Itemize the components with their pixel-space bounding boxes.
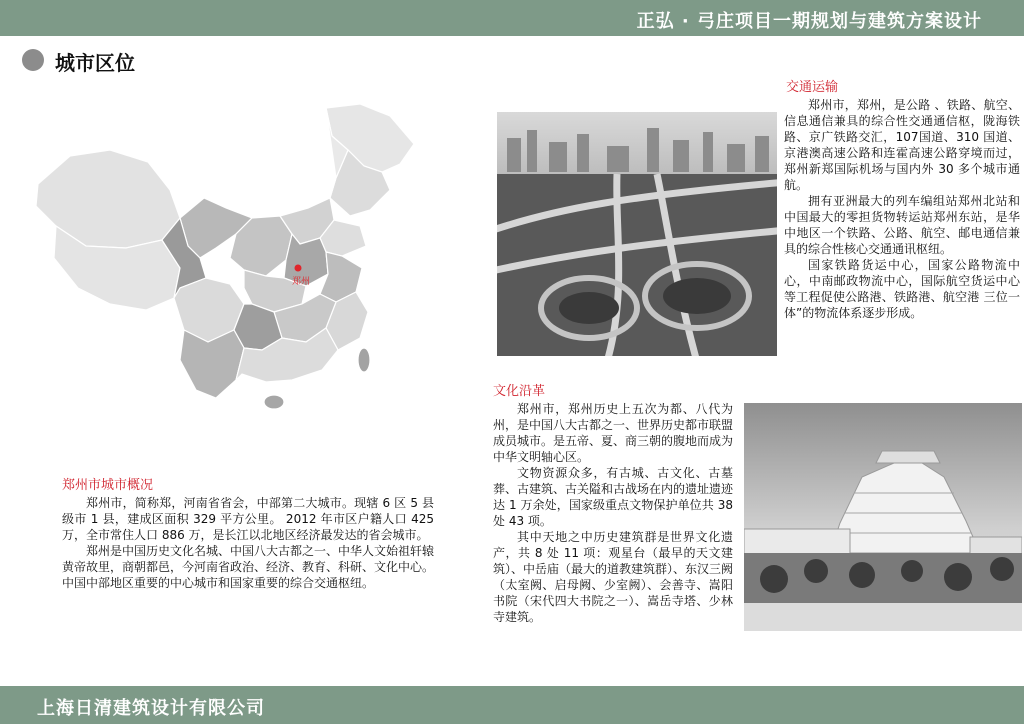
map-region-yunnan <box>180 330 244 398</box>
culture-paragraph: 郑州市，郑州历史上五次为都、八代为州，是中国八大古都之一、世界历史都市联盟成员城市。是五帝、夏、商三朝的腹地而成为中华文明轴心区。 <box>493 402 734 464</box>
map-city-label: 郑州 <box>292 277 311 287</box>
map-region-hainan <box>264 395 284 409</box>
section-title: 城市区位 <box>55 51 135 75</box>
traffic-paragraph: 国家铁路货运中心，国家公路物流中心，中南邮政物流中心，国际航空货运中心等工程促使公路港、铁路港、航空港 三位一体”的物流体系逐步形成。 <box>784 258 1020 320</box>
traffic-section <box>784 79 1020 321</box>
culture-paragraph: 文物资源众多，有古城、古文化、古墓葬、古建筑、古关隘和古战场在内的遗址遗迹达 1 万余处，国家级重点文物保护单位共 38 处 43 项。 <box>493 466 734 528</box>
culture-heading: 文化沿革 <box>493 384 546 399</box>
culture-paragraph: 其中天地之中历史建筑群是世界文化遗产，共 8 处 11 项：观星台（最早的天文建筑）、中岳庙（最大的道教建筑群）、东汉三阙（太室阙、启母阙、少室阙）、会善寺、嵩阳书院（宋代四大书院之一）、嵩岳寺塔、少林寺建筑。 <box>493 530 734 624</box>
header-bar <box>0 0 1024 36</box>
traffic-paragraph: 拥有亚洲最大的列车编组站郑州北站和中国最大的零担货物转运站郑州东站，是华中地区一个铁路、公路、航空、邮电通信兼具的综合性核心交通通讯枢纽。 <box>784 194 1020 256</box>
city-overview-heading: 郑州市城市概况 <box>62 478 154 493</box>
city-overview-section <box>62 477 434 591</box>
traffic-paragraph: 郑州市，郑州，是公路 、铁路、航空、信息通信兼具的综合性交通通信枢，陇海铁路、京广铁路交汇，107国道、310 国道、京港澳高速公路和连霍高速公路穿境而过，郑州新郑国际机场与国内外 30 多个城市通航。 <box>784 98 1020 192</box>
highway-interchange-photo <box>497 112 777 356</box>
china-map <box>30 98 426 426</box>
museum-photo <box>744 403 1022 631</box>
company-name: 上海日清建筑设计有限公司 <box>37 698 265 719</box>
footer-bar <box>0 686 1024 724</box>
city-overview-paragraph: 郑州市，简称郑，河南省省会，中部第二大城市。现辖 6 区 5 县级市 1 县，建成区面积 329 平方公里。 2012 年市区户籍人口 425 万，全市常住人口 886 万，是长江以北地区经济最发达的省会城市。 <box>62 496 434 542</box>
city-overview-paragraph: 郑州是中国历史文化名城、中国八大古都之一、中华人文始祖轩辕黄帝故里，商朝都邑，今河南省政治、经济、教育、科研、文化中心。中国中部地区重要的中心城市和国家重要的综合交通枢纽。 <box>62 544 435 590</box>
map-region-taiwan <box>358 348 370 372</box>
traffic-heading: 交通运输 <box>786 80 839 95</box>
zhengzhou-marker <box>295 265 302 272</box>
document-title: 正弘 · 弓庄项目一期规划与建筑方案设计 <box>636 11 982 32</box>
culture-section <box>493 383 733 625</box>
bullet-icon <box>22 49 44 71</box>
